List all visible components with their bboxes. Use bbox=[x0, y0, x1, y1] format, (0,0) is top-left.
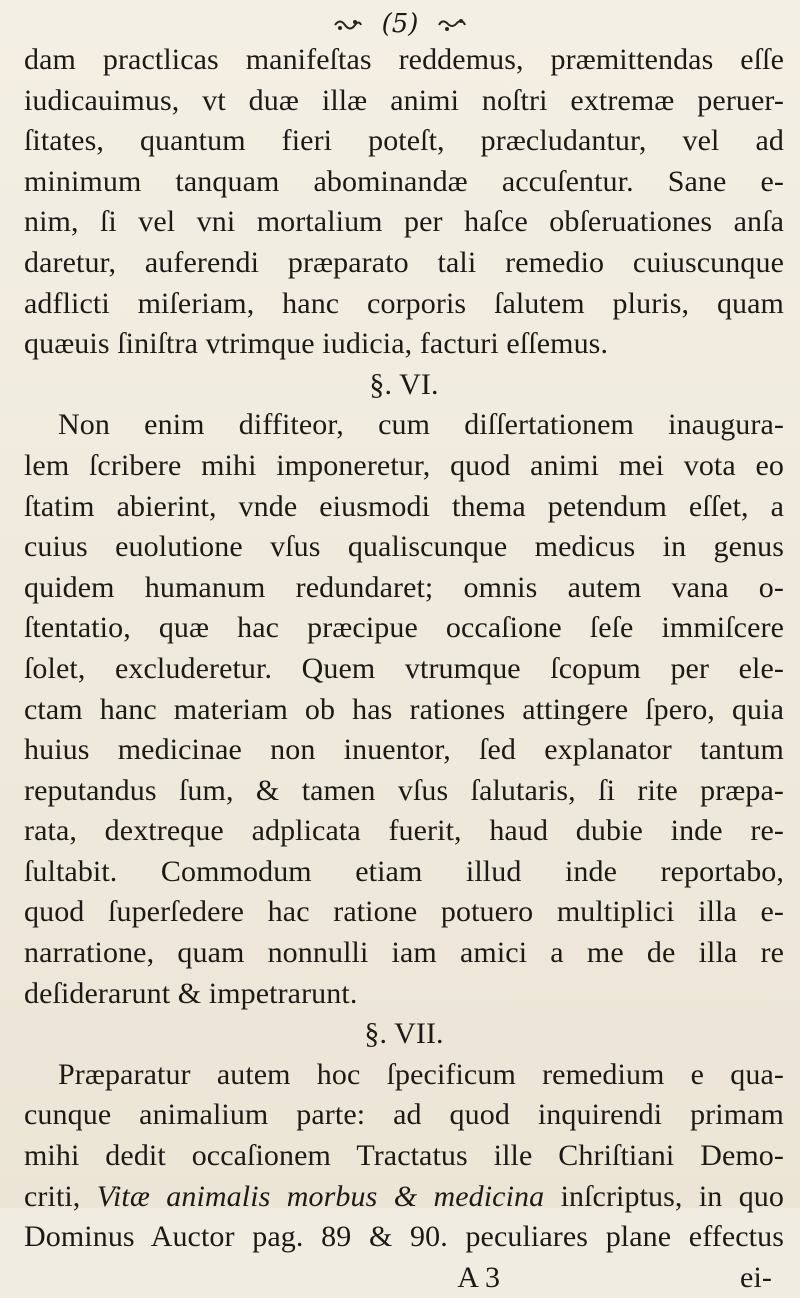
book-title: Vitæ animalis morbus & medicina bbox=[96, 1179, 545, 1213]
text-line: lem ſcribere mihi imponeretur, quod animi mei vota eo bbox=[24, 448, 784, 482]
text-line: Dominus Auctor pag. 89 & 90. peculiares plane effectus bbox=[24, 1220, 784, 1254]
text-line: ſitates, quantum fieri poteſt, præcludantur, vel ad bbox=[24, 124, 784, 158]
text-line: reputandus ſum, & tamen vſus ſalutaris, ſi rite præpa- bbox=[24, 773, 784, 807]
text-line: Non enim diffiteor, cum diſſertationem inaugura- bbox=[58, 408, 784, 442]
text-line: quidem humanum redundaret; omnis autem vana o- bbox=[24, 570, 784, 604]
page-header bbox=[0, 6, 800, 41]
signature-mark: A 3 bbox=[457, 1260, 501, 1294]
catchword: ei- bbox=[740, 1260, 772, 1294]
text-line: dam practlicas manifeſtas reddemus, præmittendas eſſe bbox=[24, 43, 784, 76]
body-text bbox=[24, 40, 784, 1298]
section-heading-vii: §. VII. bbox=[364, 1017, 444, 1051]
text-line: huius medicinae non inuentor, ſed explanator tantum bbox=[24, 733, 784, 767]
left-ornament-icon bbox=[333, 17, 363, 33]
page-footer bbox=[24, 1258, 784, 1298]
text-fragment: inſcriptus, in quo bbox=[544, 1179, 784, 1213]
section-heading-vi: §. VI. bbox=[369, 367, 439, 401]
text-line: nim, ſi vel vni mortalium per haſce obſeruationes anſa bbox=[24, 205, 784, 239]
text-line: ſolet, excluderetur. Quem vtrumque ſcopum per ele- bbox=[24, 651, 784, 685]
text-line: quod ſuperſedere hac ratione potuero multiplici illa e- bbox=[24, 895, 784, 929]
text-line: iudicauimus, vt duæ illæ animi noſtri extremæ peruer- bbox=[24, 83, 784, 117]
text-line-italic-title bbox=[24, 1177, 784, 1218]
text-line: narratione, quam nonnulli iam amici a me de illa re bbox=[24, 936, 784, 970]
text-line: daretur, auferendi præparato tali remedio cuiuscunque bbox=[24, 245, 784, 279]
text-line: cuius euolutione vſus qualiscunque medicus in genus bbox=[24, 530, 784, 564]
text-line: rata, dextreque adplicata fuerit, haud dubie inde re- bbox=[24, 814, 784, 848]
text-line: minimum tanquam abominandæ accuſentur. Sane e- bbox=[24, 164, 784, 198]
right-ornament-icon bbox=[437, 17, 467, 33]
text-line: quæuis ſiniſtra vtrimque iudicia, facturi eſſemus. bbox=[24, 327, 609, 361]
text-line: mihi dedit occaſionem Tractatus ille Chriſtiani Demo- bbox=[24, 1139, 784, 1173]
text-line: deſiderarunt & impetrarunt. bbox=[24, 976, 358, 1010]
text-line: ſtentatio, quæ hac præcipue occaſione ſeſe immiſcere bbox=[24, 611, 784, 645]
text-line: ſultabit. Commodum etiam illud inde reportabo, bbox=[24, 854, 784, 888]
text-line: Præparatur autem hoc ſpecificum remedium e qua- bbox=[58, 1057, 784, 1091]
text-fragment: criti, bbox=[24, 1179, 97, 1213]
text-line: adflicti miſeriam, hanc corporis ſalutem pluris, quam bbox=[24, 286, 784, 320]
text-line: ctam hanc materiam ob has rationes attingere ſpero, quia bbox=[24, 692, 784, 726]
page-number: (5) bbox=[381, 9, 419, 39]
text-line: cunque animalium parte: ad quod inquirendi primam bbox=[24, 1098, 784, 1132]
text-line: ſtatim abierint, vnde eiusmodi thema petendum eſſet, a bbox=[24, 489, 784, 523]
